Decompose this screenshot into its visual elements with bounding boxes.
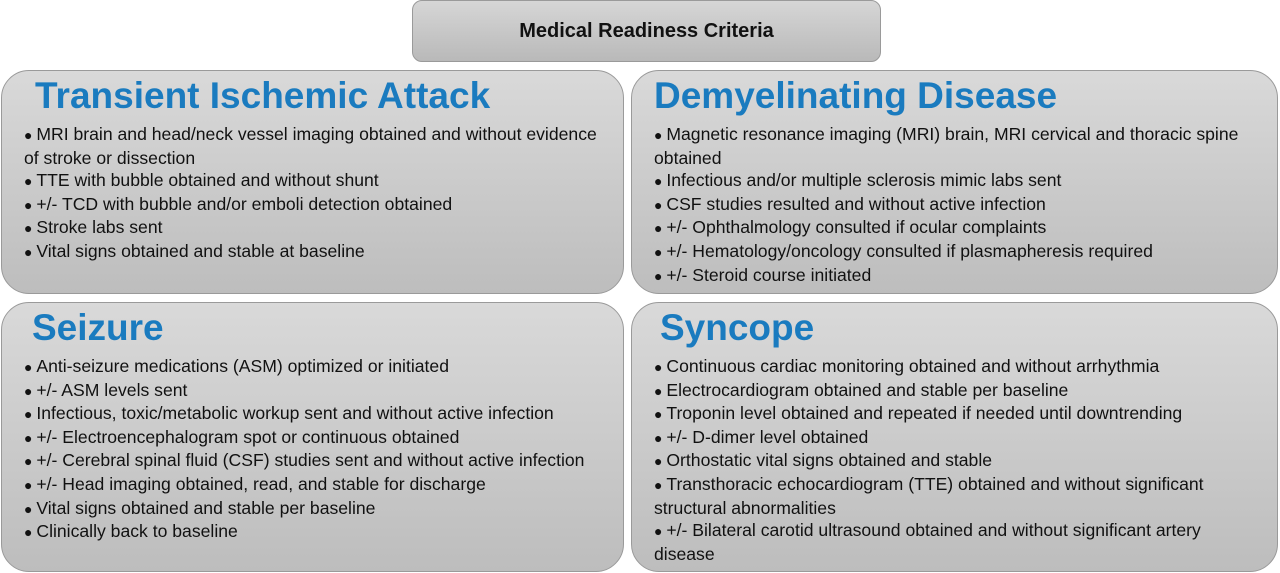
criteria-item: ● TTE with bubble obtained and without shunt <box>24 169 609 193</box>
criteria-item: ● +/- Cerebral spinal fluid (CSF) studies sent and without active infection <box>24 449 609 473</box>
criteria-item: ● +/- D-dimer level obtained <box>654 426 1263 450</box>
criteria-item: ● Infectious, toxic/metabolic workup sent and without active infection <box>24 402 609 426</box>
criteria-item: ● Clinically back to baseline <box>24 520 609 544</box>
panel-tia <box>1 70 624 294</box>
criteria-item: ● +/- ASM levels sent <box>24 379 609 403</box>
criteria-item: ● +/- Hematology/oncology consulted if plasmapheresis required <box>654 240 1263 264</box>
criteria-item: ● +/- Bilateral carotid ultrasound obtained and without significant artery disease <box>654 519 1263 565</box>
panel-syncope <box>631 302 1278 572</box>
panel-title: Seizure <box>32 307 164 348</box>
criteria-item: ● Electrocardiogram obtained and stable per baseline <box>654 379 1263 403</box>
criteria-item: ● Infectious and/or multiple sclerosis mimic labs sent <box>654 169 1263 193</box>
criteria-list <box>632 355 1277 565</box>
panel-title: Syncope <box>660 307 815 348</box>
criteria-item: ● +/- Electroencephalogram spot or continuous obtained <box>24 426 609 450</box>
criteria-list <box>632 123 1277 287</box>
criteria-item: ● Vital signs obtained and stable per baseline <box>24 497 609 521</box>
criteria-list <box>2 123 623 264</box>
panel-demyelinating <box>631 70 1278 294</box>
header-box <box>412 0 881 62</box>
criteria-item: ● Transthoracic echocardiogram (TTE) obtained and without significant structural abnormalities <box>654 473 1263 519</box>
criteria-item: ● Troponin level obtained and repeated if needed until downtrending <box>654 402 1263 426</box>
panel-title: Demyelinating Disease <box>654 75 1058 116</box>
criteria-item: ● +/- TCD with bubble and/or emboli detection obtained <box>24 193 609 217</box>
criteria-item: ● Vital signs obtained and stable at baseline <box>24 240 609 264</box>
criteria-item: ● +/- Head imaging obtained, read, and stable for discharge <box>24 473 609 497</box>
criteria-item: ● Continuous cardiac monitoring obtained and without arrhythmia <box>654 355 1263 379</box>
criteria-item: ● CSF studies resulted and without active infection <box>654 193 1263 217</box>
criteria-item: ● +/- Steroid course initiated <box>654 264 1263 288</box>
criteria-item: ● Magnetic resonance imaging (MRI) brain, MRI cervical and thoracic spine obtained <box>654 123 1263 169</box>
criteria-list <box>2 355 623 544</box>
criteria-item: ● MRI brain and head/neck vessel imaging obtained and without evidence of stroke or dissection <box>24 123 609 169</box>
panel-seizure <box>1 302 624 572</box>
diagram-title: Medical Readiness Criteria <box>519 19 774 42</box>
criteria-item: ● Stroke labs sent <box>24 216 609 240</box>
panel-title: Transient Ischemic Attack <box>35 75 491 116</box>
criteria-item: ● +/- Ophthalmology consulted if ocular complaints <box>654 216 1263 240</box>
criteria-item: ● Orthostatic vital signs obtained and stable <box>654 449 1263 473</box>
criteria-item: ● Anti-seizure medications (ASM) optimized or initiated <box>24 355 609 379</box>
